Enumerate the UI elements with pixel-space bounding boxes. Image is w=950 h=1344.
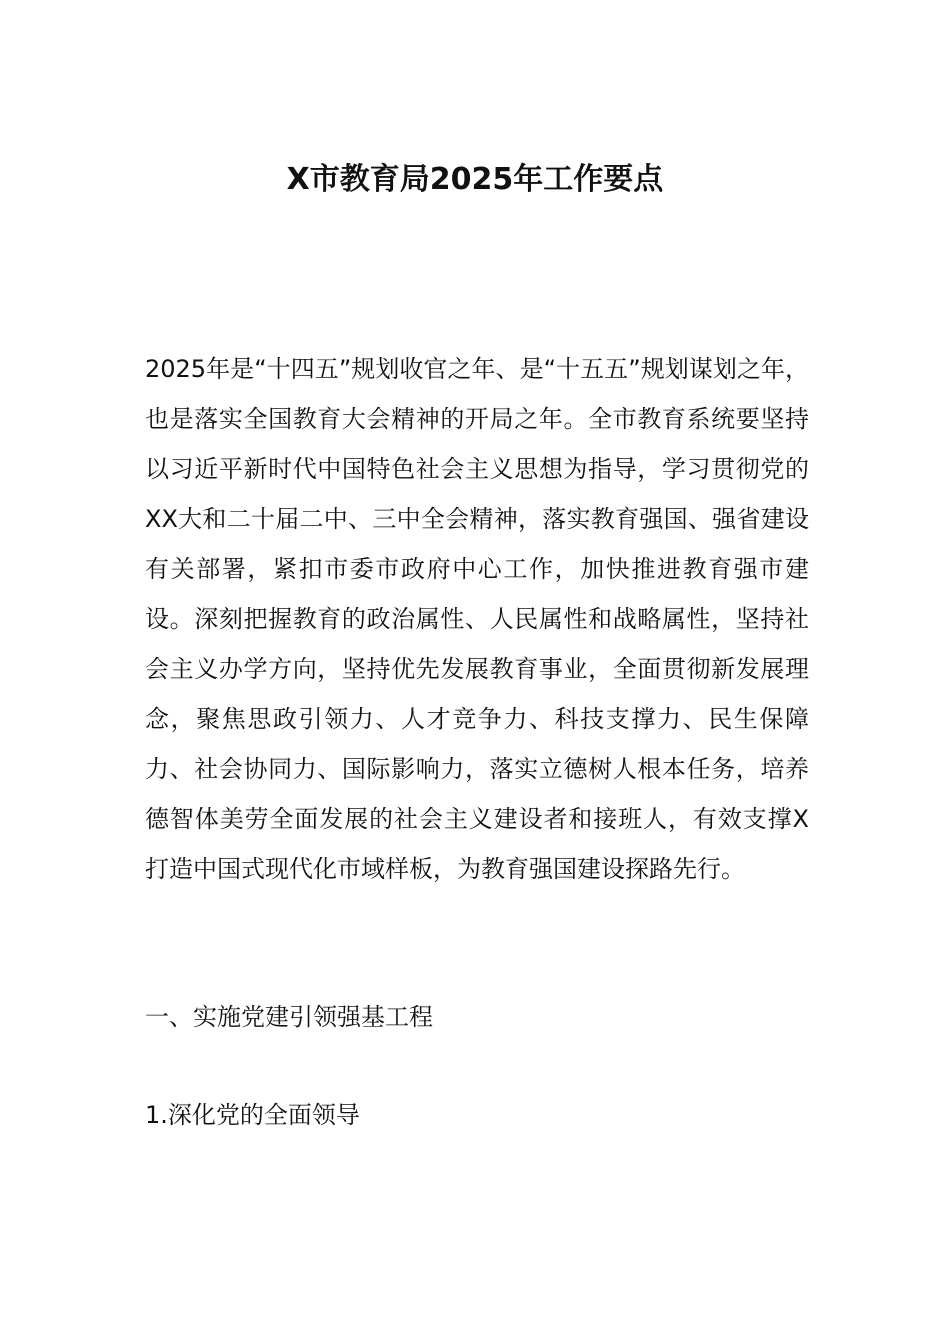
subsection-heading: 1.深化党的全面领导 [145,1101,360,1129]
intro-paragraph: 2025年是“十四五”规划收官之年、是“十五五”规划谋划之年，也是落实全国教育大会精神的开局之年。全市教育系统要坚持以习近平新时代中国特色社会主义思想为指导，学习贯彻党的XX大和二十届二中、三中全会精神，落实教育强国、强省建设有关部署，紧扣市委市政府中心工作，加快推进教育强市建设。深刻把握教育的政治属性、人民属性和战略属性，坚持社会主义办学方向，坚持优先发展教育事业，全面贯彻新发展理念，聚焦思政引领力、人才竞争力、科技支撑力、民生保障力、社会协同力、国际影响力，落实立德树人根本任务，培养德智体美劳全面发展的社会主义建设者和接班人，有效支撑X打造中国式现代化市域样板，为教育强国建设探路先行。 [145,355,809,883]
section-heading: 一、实施党建引领强基工程 [145,1003,433,1031]
document-title: X市教育局2025年工作要点 [286,162,664,197]
